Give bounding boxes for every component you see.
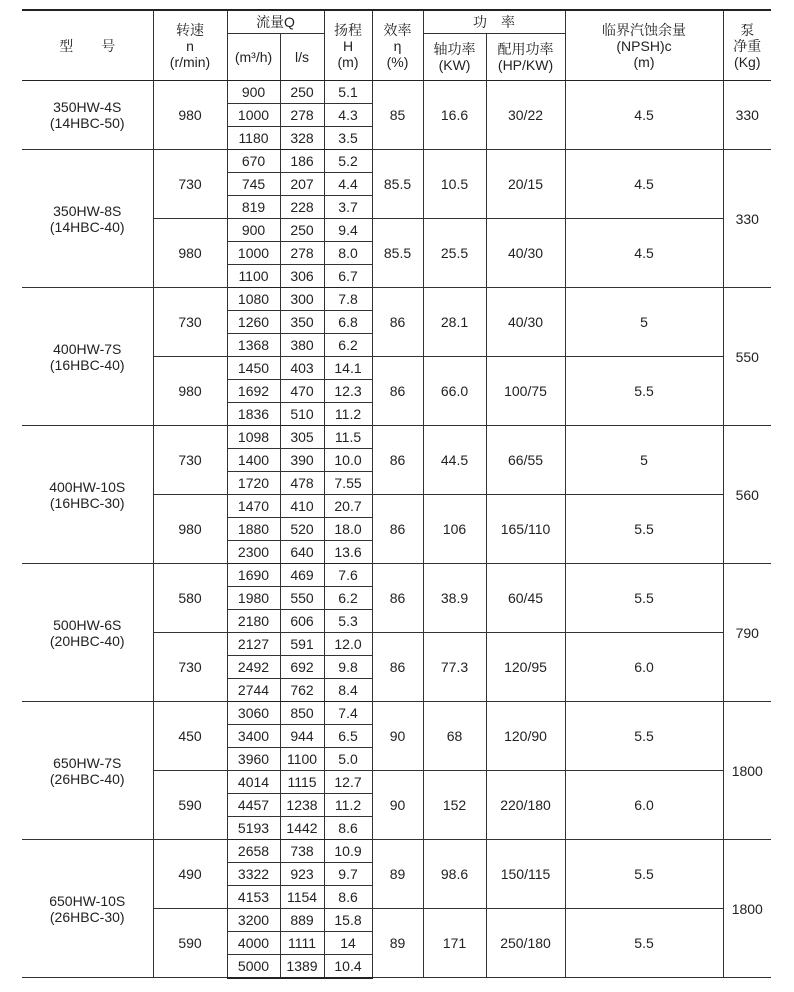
weight-cell: 560 — [723, 426, 771, 564]
header-npsh-symbol: (NPSH)c — [616, 37, 672, 54]
efficiency-cell: 86 — [372, 633, 423, 702]
weight-cell: 330 — [723, 150, 771, 288]
flow-ls-cell: 923 — [280, 863, 324, 886]
header-power: 功 率 — [423, 10, 565, 34]
flow-m3h-cell: 1000 — [227, 242, 280, 265]
head-cell: 6.5 — [324, 725, 372, 748]
flow-m3h-cell: 4000 — [227, 932, 280, 955]
head-cell: 3.7 — [324, 196, 372, 219]
flow-ls-cell: 250 — [280, 81, 324, 104]
shaft-power-cell: 66.0 — [423, 357, 486, 426]
npsh-cell: 5 — [565, 288, 723, 357]
flow-m3h-cell: 4153 — [227, 886, 280, 909]
table-row — [22, 288, 771, 311]
flow-ls-cell: 1115 — [280, 771, 324, 794]
efficiency-cell: 86 — [372, 495, 423, 564]
flow-m3h-cell: 2658 — [227, 840, 280, 863]
table-row — [22, 426, 771, 449]
header-speed — [153, 10, 227, 81]
flow-ls-cell: 410 — [280, 495, 324, 518]
flow-m3h-cell: 1180 — [227, 127, 280, 150]
flow-ls-cell: 1100 — [280, 748, 324, 771]
flow-ls-cell: 380 — [280, 334, 324, 357]
header-shaft-power — [423, 34, 486, 81]
model-name: 350HW-8S — [53, 202, 122, 219]
shaft-power-cell: 171 — [423, 909, 486, 978]
flow-ls-cell: 305 — [280, 426, 324, 449]
flow-ls-cell: 390 — [280, 449, 324, 472]
matched-power-cell: 40/30 — [486, 288, 565, 357]
speed-cell: 730 — [153, 150, 227, 219]
speed-cell: 980 — [153, 357, 227, 426]
npsh-cell: 5.5 — [565, 909, 723, 978]
matched-power-cell: 30/22 — [486, 81, 565, 150]
header-head-symbol: H — [342, 37, 354, 54]
table-row — [22, 564, 771, 587]
efficiency-cell: 86 — [372, 426, 423, 495]
efficiency-cell: 89 — [372, 909, 423, 978]
speed-cell: 980 — [153, 81, 227, 150]
flow-m3h-cell: 1980 — [227, 587, 280, 610]
speed-cell: 590 — [153, 909, 227, 978]
weight-cell: 1800 — [723, 702, 771, 840]
npsh-cell: 5.5 — [565, 495, 723, 564]
model-alt-name: (16HBC-30) — [49, 494, 125, 511]
matched-power-cell: 100/75 — [486, 357, 565, 426]
flow-ls-cell: 469 — [280, 564, 324, 587]
head-cell: 7.6 — [324, 564, 372, 587]
head-cell: 6.2 — [324, 587, 372, 610]
shaft-power-cell: 28.1 — [423, 288, 486, 357]
speed-cell: 450 — [153, 702, 227, 771]
flow-ls-cell: 944 — [280, 725, 324, 748]
flow-ls-cell: 1111 — [280, 932, 324, 955]
flow-ls-cell: 692 — [280, 656, 324, 679]
table-body — [22, 81, 771, 978]
header-flow-m3h: (m³/h) — [227, 34, 280, 81]
npsh-cell: 4.5 — [565, 219, 723, 288]
efficiency-cell: 89 — [372, 840, 423, 909]
header-shaft-power-label: 轴功率 — [433, 41, 476, 57]
flow-ls-cell: 510 — [280, 403, 324, 426]
flow-ls-cell: 403 — [280, 357, 324, 380]
flow-m3h-cell: 900 — [227, 219, 280, 242]
speed-cell: 590 — [153, 771, 227, 840]
head-cell: 14 — [324, 932, 372, 955]
model-alt-name: (14HBC-50) — [49, 115, 125, 131]
header-weight-line1: 泵 — [740, 21, 755, 38]
flow-m3h-cell: 2180 — [227, 610, 280, 633]
head-cell: 7.8 — [324, 288, 372, 311]
model-alt-name: (26HBC-30) — [49, 908, 125, 925]
header-weight-line2: 净重 — [733, 37, 762, 54]
head-cell: 9.7 — [324, 863, 372, 886]
flow-ls-cell: 250 — [280, 219, 324, 242]
head-cell: 8.6 — [324, 817, 372, 840]
efficiency-cell: 90 — [372, 702, 423, 771]
flow-ls-cell: 328 — [280, 127, 324, 150]
flow-m3h-cell: 1450 — [227, 357, 280, 380]
head-cell: 8.6 — [324, 886, 372, 909]
efficiency-cell: 86 — [372, 564, 423, 633]
flow-m3h-cell: 5193 — [227, 817, 280, 840]
flow-m3h-cell: 2127 — [227, 633, 280, 656]
flow-m3h-cell: 900 — [227, 81, 280, 104]
model-alt-name: (16HBC-40) — [49, 356, 125, 373]
model-alt-name: (20HBC-40) — [49, 632, 125, 649]
efficiency-cell: 85.5 — [372, 150, 423, 219]
head-cell: 10.4 — [324, 955, 372, 978]
header-efficiency — [372, 10, 423, 81]
flow-m3h-cell: 3322 — [227, 863, 280, 886]
flow-ls-cell: 350 — [280, 311, 324, 334]
head-cell: 4.3 — [324, 104, 372, 127]
shaft-power-cell: 77.3 — [423, 633, 486, 702]
header-head — [324, 10, 372, 81]
head-cell: 5.3 — [324, 610, 372, 633]
flow-m3h-cell: 3960 — [227, 748, 280, 771]
shaft-power-cell: 38.9 — [423, 564, 486, 633]
header-efficiency-unit: (%) — [386, 53, 409, 70]
head-cell: 5.2 — [324, 150, 372, 173]
npsh-cell: 5.5 — [565, 840, 723, 909]
flow-ls-cell: 738 — [280, 840, 324, 863]
flow-m3h-cell: 2744 — [227, 679, 280, 702]
header-matched-power — [486, 34, 565, 81]
flow-m3h-cell: 3060 — [227, 702, 280, 725]
flow-m3h-cell: 2492 — [227, 656, 280, 679]
flow-ls-cell: 1238 — [280, 794, 324, 817]
header-speed-label: 转速 — [176, 21, 204, 38]
matched-power-cell: 150/115 — [486, 840, 565, 909]
head-cell: 20.7 — [324, 495, 372, 518]
flow-m3h-cell: 1690 — [227, 564, 280, 587]
header-npsh — [565, 10, 723, 81]
header-matched-power-unit: (HP/KW) — [497, 57, 554, 73]
efficiency-cell: 85 — [372, 81, 423, 150]
matched-power-cell: 220/180 — [486, 771, 565, 840]
header-speed-symbol: n — [186, 37, 194, 54]
head-cell: 10.0 — [324, 449, 372, 472]
header-matched-power-label: 配用功率 — [497, 41, 554, 57]
npsh-cell: 5 — [565, 426, 723, 495]
flow-m3h-cell: 3400 — [227, 725, 280, 748]
flow-ls-cell: 1154 — [280, 886, 324, 909]
weight-cell: 330 — [723, 81, 771, 150]
model-cell — [22, 150, 153, 288]
flow-ls-cell: 470 — [280, 380, 324, 403]
flow-m3h-cell: 5000 — [227, 955, 280, 978]
speed-cell: 490 — [153, 840, 227, 909]
flow-m3h-cell: 4014 — [227, 771, 280, 794]
flow-ls-cell: 478 — [280, 472, 324, 495]
model-cell — [22, 288, 153, 426]
weight-cell: 1800 — [723, 840, 771, 978]
flow-m3h-cell: 2300 — [227, 541, 280, 564]
head-cell: 18.0 — [324, 518, 372, 541]
speed-cell: 580 — [153, 564, 227, 633]
flow-m3h-cell: 1100 — [227, 265, 280, 288]
head-cell: 6.2 — [324, 334, 372, 357]
header-npsh-unit: (m) — [633, 53, 655, 70]
flow-ls-cell: 278 — [280, 104, 324, 127]
model-name: 400HW-7S — [53, 340, 122, 357]
header-npsh-label: 临界汽蚀余量 — [602, 21, 687, 38]
weight-cell: 790 — [723, 564, 771, 702]
npsh-cell: 4.5 — [565, 150, 723, 219]
efficiency-cell: 85.5 — [372, 219, 423, 288]
flow-ls-cell: 306 — [280, 265, 324, 288]
model-alt-name: (26HBC-40) — [49, 770, 125, 787]
head-cell: 7.4 — [324, 702, 372, 725]
npsh-cell: 5.5 — [565, 702, 723, 771]
header-shaft-power-unit: (KW) — [438, 57, 471, 73]
head-cell: 10.9 — [324, 840, 372, 863]
head-cell: 11.5 — [324, 426, 372, 449]
flow-ls-cell: 591 — [280, 633, 324, 656]
matched-power-cell: 60/45 — [486, 564, 565, 633]
matched-power-cell: 165/110 — [486, 495, 565, 564]
flow-ls-cell: 228 — [280, 196, 324, 219]
header-flow: 流量Q — [227, 10, 324, 34]
shaft-power-cell: 68 — [423, 702, 486, 771]
model-cell — [22, 81, 153, 150]
speed-cell: 980 — [153, 219, 227, 288]
head-cell: 9.8 — [324, 656, 372, 679]
flow-m3h-cell: 1000 — [227, 104, 280, 127]
header-efficiency-symbol: η — [393, 37, 402, 54]
flow-m3h-cell: 1080 — [227, 288, 280, 311]
head-cell: 12.7 — [324, 771, 372, 794]
header-model: 型 号 — [22, 10, 153, 81]
flow-m3h-cell: 3200 — [227, 909, 280, 932]
flow-m3h-cell: 819 — [227, 196, 280, 219]
model-cell — [22, 840, 153, 978]
head-cell: 5.1 — [324, 81, 372, 104]
header-weight — [723, 10, 771, 81]
weight-cell: 550 — [723, 288, 771, 426]
flow-m3h-cell: 1720 — [227, 472, 280, 495]
header-flow-ls: l/s — [280, 34, 324, 81]
table-row — [22, 81, 771, 104]
model-name: 500HW-6S — [53, 616, 122, 633]
flow-m3h-cell: 1470 — [227, 495, 280, 518]
matched-power-cell: 250/180 — [486, 909, 565, 978]
head-cell: 9.4 — [324, 219, 372, 242]
model-name: 650HW-7S — [53, 754, 122, 771]
head-cell: 15.8 — [324, 909, 372, 932]
flow-ls-cell: 207 — [280, 173, 324, 196]
npsh-cell: 6.0 — [565, 771, 723, 840]
npsh-cell: 4.5 — [565, 81, 723, 150]
head-cell: 12.3 — [324, 380, 372, 403]
efficiency-cell: 86 — [372, 357, 423, 426]
flow-ls-cell: 300 — [280, 288, 324, 311]
flow-ls-cell: 1389 — [280, 955, 324, 978]
flow-ls-cell: 550 — [280, 587, 324, 610]
speed-cell: 730 — [153, 288, 227, 357]
npsh-cell: 5.5 — [565, 357, 723, 426]
matched-power-cell: 120/90 — [486, 702, 565, 771]
header-weight-unit: (Kg) — [734, 53, 761, 70]
model-cell — [22, 702, 153, 840]
efficiency-cell: 90 — [372, 771, 423, 840]
flow-m3h-cell: 670 — [227, 150, 280, 173]
flow-ls-cell: 278 — [280, 242, 324, 265]
head-cell: 5.0 — [324, 748, 372, 771]
flow-m3h-cell: 1260 — [227, 311, 280, 334]
model-name: 650HW-10S — [49, 892, 126, 909]
model-cell — [22, 564, 153, 702]
efficiency-cell: 86 — [372, 288, 423, 357]
table-row — [22, 150, 771, 173]
table-row — [22, 840, 771, 863]
flow-m3h-cell: 1400 — [227, 449, 280, 472]
matched-power-cell: 40/30 — [486, 219, 565, 288]
header-head-label: 扬程 — [334, 21, 363, 38]
head-cell: 6.8 — [324, 311, 372, 334]
npsh-cell: 6.0 — [565, 633, 723, 702]
speed-cell: 730 — [153, 426, 227, 495]
head-cell: 6.7 — [324, 265, 372, 288]
shaft-power-cell: 98.6 — [423, 840, 486, 909]
flow-ls-cell: 640 — [280, 541, 324, 564]
model-cell — [22, 426, 153, 564]
head-cell: 11.2 — [324, 794, 372, 817]
speed-cell: 730 — [153, 633, 227, 702]
flow-ls-cell: 850 — [280, 702, 324, 725]
flow-ls-cell: 520 — [280, 518, 324, 541]
head-cell: 8.0 — [324, 242, 372, 265]
head-cell: 4.4 — [324, 173, 372, 196]
flow-ls-cell: 606 — [280, 610, 324, 633]
flow-ls-cell: 1442 — [280, 817, 324, 840]
head-cell: 12.0 — [324, 633, 372, 656]
head-cell: 3.5 — [324, 127, 372, 150]
shaft-power-cell: 106 — [423, 495, 486, 564]
table-header — [22, 10, 771, 81]
shaft-power-cell: 44.5 — [423, 426, 486, 495]
flow-m3h-cell: 1880 — [227, 518, 280, 541]
matched-power-cell: 66/55 — [486, 426, 565, 495]
header-speed-unit: (r/min) — [169, 53, 211, 70]
table-row — [22, 702, 771, 725]
shaft-power-cell: 25.5 — [423, 219, 486, 288]
flow-m3h-cell: 1368 — [227, 334, 280, 357]
speed-cell: 980 — [153, 495, 227, 564]
header-efficiency-label: 效率 — [383, 21, 412, 38]
head-cell: 8.4 — [324, 679, 372, 702]
flow-ls-cell: 762 — [280, 679, 324, 702]
matched-power-cell: 20/15 — [486, 150, 565, 219]
header-head-unit: (m) — [337, 53, 359, 70]
matched-power-cell: 120/95 — [486, 633, 565, 702]
flow-m3h-cell: 1098 — [227, 426, 280, 449]
model-name: 400HW-10S — [49, 478, 126, 495]
flow-m3h-cell: 1692 — [227, 380, 280, 403]
flow-m3h-cell: 745 — [227, 173, 280, 196]
model-alt-name: (14HBC-40) — [49, 218, 125, 235]
head-cell: 14.1 — [324, 357, 372, 380]
head-cell: 13.6 — [324, 541, 372, 564]
pump-spec-table — [22, 9, 771, 979]
head-cell: 7.55 — [324, 472, 372, 495]
npsh-cell: 5.5 — [565, 564, 723, 633]
flow-m3h-cell: 4457 — [227, 794, 280, 817]
shaft-power-cell: 152 — [423, 771, 486, 840]
flow-ls-cell: 889 — [280, 909, 324, 932]
model-name: 350HW-4S — [53, 99, 122, 115]
shaft-power-cell: 10.5 — [423, 150, 486, 219]
flow-ls-cell: 186 — [280, 150, 324, 173]
flow-m3h-cell: 1836 — [227, 403, 280, 426]
head-cell: 11.2 — [324, 403, 372, 426]
shaft-power-cell: 16.6 — [423, 81, 486, 150]
